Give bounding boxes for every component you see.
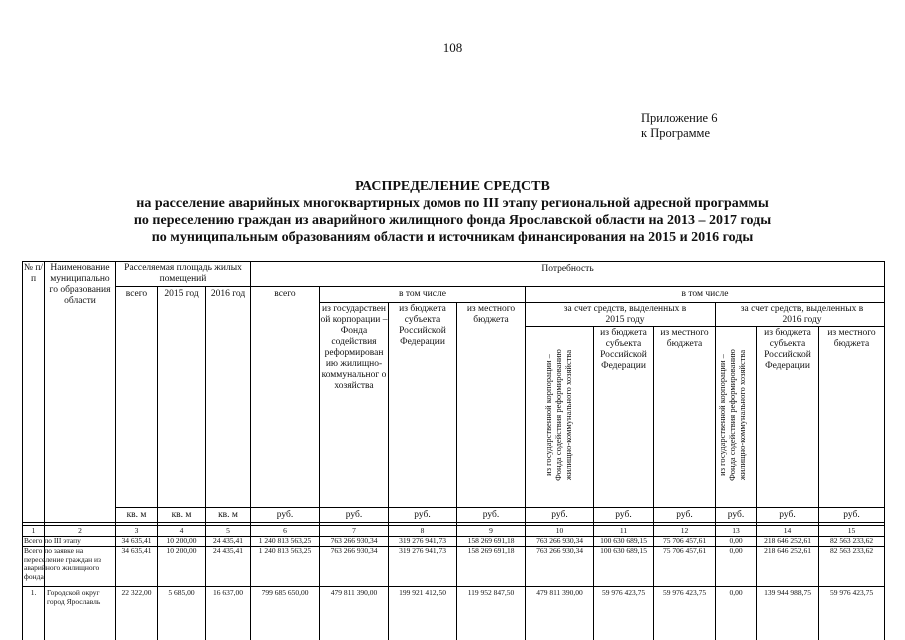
column-number: 1 <box>31 527 36 535</box>
table-cell: 1 240 813 563,25 <box>258 537 312 545</box>
table-cell: 34 635,41 <box>121 547 152 555</box>
table-cell: 59 976 423,75 <box>662 589 707 597</box>
column-number: 12 <box>680 527 689 535</box>
page-number: 108 <box>442 40 463 55</box>
table-cell: 16 637,00 <box>213 589 243 597</box>
table-cell: 0,00 <box>729 547 743 555</box>
appendix-line-1: Приложение 6 <box>641 111 718 125</box>
column-number: 3 <box>134 527 139 535</box>
table-cell: 158 269 691,18 <box>467 537 515 545</box>
unit-cell: руб. <box>482 510 500 520</box>
header-fund-2015-line-3: жилищно-коммунального хозяйства <box>563 349 573 481</box>
unit-cell: руб. <box>414 510 431 520</box>
table-cell: 218 646 252,61 <box>764 547 811 555</box>
title-line-4: по муниципальным образованиям области и источникам финансирования на 2015 и 2016 годы <box>151 230 754 245</box>
column-number: 4 <box>179 527 184 535</box>
title-line-3: по переселению граждан из аварийного жилищного фонда Ярославской области на 2013 – 2017 годы <box>133 213 772 228</box>
header-municipality: Наименование муниципально го образования области <box>49 263 111 306</box>
table-cell: 59 976 423,75 <box>601 589 646 597</box>
table-cell: 158 269 691,18 <box>467 547 515 555</box>
unit-cell: руб. <box>551 510 568 520</box>
unit-cell: кв. м <box>126 510 147 520</box>
table-cell: 479 811 390,00 <box>330 589 378 597</box>
table-cell: 24 435,41 <box>213 547 243 555</box>
table-cell: 59 976 423,75 <box>829 589 874 597</box>
header-need-total: всего <box>274 289 296 299</box>
table-cell: 100 630 689,15 <box>600 537 647 545</box>
header-area: Расселяемая площадь жилых помещений <box>124 263 242 284</box>
table-cell: 479 811 390,00 <box>536 589 583 597</box>
header-fund-2016-line-2: Фонда содействия реформированию <box>727 349 737 481</box>
header-area-2015: 2015 год <box>164 289 199 299</box>
appendix-line-2: к Программе <box>641 126 711 140</box>
header-fund-2016-line-3: жилищно-коммунального хозяйства <box>737 349 747 481</box>
unit-cell: руб. <box>843 510 860 520</box>
table-cell: 10 200,00 <box>166 537 197 545</box>
table-cell: 5 685,00 <box>168 589 195 597</box>
header-local-2015: из местного бюджета <box>660 328 709 349</box>
column-number: 15 <box>847 527 856 535</box>
header-local-2016: из местного бюджета <box>827 328 876 349</box>
table-cell: 139 944 988,75 <box>764 589 811 597</box>
header-including-right: в том числе <box>681 289 729 299</box>
column-number: 14 <box>783 527 792 535</box>
unit-cell: руб. <box>615 510 632 520</box>
row-total-application-name: Всего по заявке на переселение граждан из аварийного жилищного фонда <box>24 547 102 581</box>
column-number: 9 <box>489 527 493 535</box>
unit-cell: кв. м <box>171 510 192 520</box>
unit-cell: руб. <box>727 510 745 520</box>
header-num: № п/п <box>23 263 44 284</box>
header-fund-2016-line-1: из государственной корпорации – <box>717 354 727 476</box>
table-cell: 82 563 233,62 <box>829 547 874 555</box>
header-fund-2015-line-2: Фонда содействия реформированию <box>553 349 563 481</box>
table-cell: 763 266 930,34 <box>330 537 378 545</box>
header-subject-2015: из бюджета субъекта Российской Федерации <box>600 328 647 371</box>
table-cell: 319 276 941,73 <box>399 547 446 555</box>
table-cell: 119 952 847,50 <box>467 589 515 597</box>
unit-cell: руб. <box>276 510 294 520</box>
table-cell: 319 276 941,73 <box>399 537 446 545</box>
table-cell: 75 706 457,61 <box>662 537 707 545</box>
unit-cell: кв. м <box>218 510 238 520</box>
table-cell: 799 685 650,00 <box>261 589 309 597</box>
header-subject-2016: из бюджета субъекта Российской Федерации <box>764 328 811 371</box>
table-cell: 763 266 930,34 <box>330 547 378 555</box>
header-year-2015: за счет средств, выделенных в 2015 году <box>563 304 687 325</box>
table-cell: 763 266 930,34 <box>536 547 583 555</box>
header-year-2016: за счет средств, выделенных в 2016 году <box>740 304 864 325</box>
unit-cell: руб. <box>676 510 693 520</box>
header-local-budget: из местного бюджета <box>466 304 516 325</box>
table-cell: 218 646 252,61 <box>764 537 811 545</box>
header-need: Потребность <box>541 264 594 274</box>
column-number: 10 <box>555 527 564 535</box>
row-number: 1. <box>30 589 37 597</box>
title-line-2: на расселение аварийных многоквартирных домов по III этапу региональной адресной программы <box>136 196 769 211</box>
table-cell: 0,00 <box>729 537 743 545</box>
column-number: 2 <box>78 527 82 535</box>
table-cell: 34 635,41 <box>121 537 152 545</box>
header-area-total: всего <box>125 289 148 299</box>
column-number: 6 <box>283 527 287 535</box>
header-subject-budget: из бюджета субъекта Российской Федерации <box>399 304 446 347</box>
row-municipality-name: Городской округ город Ярославль <box>47 589 101 606</box>
row-total-stage-name: Всего по III этапу <box>24 537 81 545</box>
table-cell: 22 322,00 <box>121 589 152 597</box>
column-number: 7 <box>352 527 356 535</box>
column-number: 13 <box>732 527 740 535</box>
column-number: 11 <box>619 527 628 535</box>
table-cell: 10 200,00 <box>166 547 197 555</box>
table-cell: 100 630 689,15 <box>600 547 647 555</box>
table-cell: 75 706 457,61 <box>662 547 707 555</box>
column-number: 5 <box>226 527 230 535</box>
unit-cell: руб. <box>779 510 796 520</box>
table-cell: 0,00 <box>729 589 743 597</box>
table-cell: 24 435,41 <box>213 537 243 545</box>
unit-cell: руб. <box>345 510 363 520</box>
table-cell: 1 240 813 563,25 <box>258 547 312 555</box>
header-including-left: в том числе <box>399 289 446 299</box>
column-number: 8 <box>420 527 425 535</box>
table-cell: 763 266 930,34 <box>536 537 583 545</box>
table-cell: 199 921 412,50 <box>399 589 446 597</box>
header-area-2016: 2016 год <box>210 289 246 299</box>
header-fund: из государствен ой корпорации – Фонда содействия реформирован ию жилищно-коммунальног о хозяйства <box>320 304 388 391</box>
table-cell: 82 563 233,62 <box>829 537 874 545</box>
title-line-1: РАСПРЕДЕЛЕНИЕ СРЕДСТВ <box>355 179 550 194</box>
header-fund-2015-line-1: из государственной корпорации – <box>543 354 553 476</box>
